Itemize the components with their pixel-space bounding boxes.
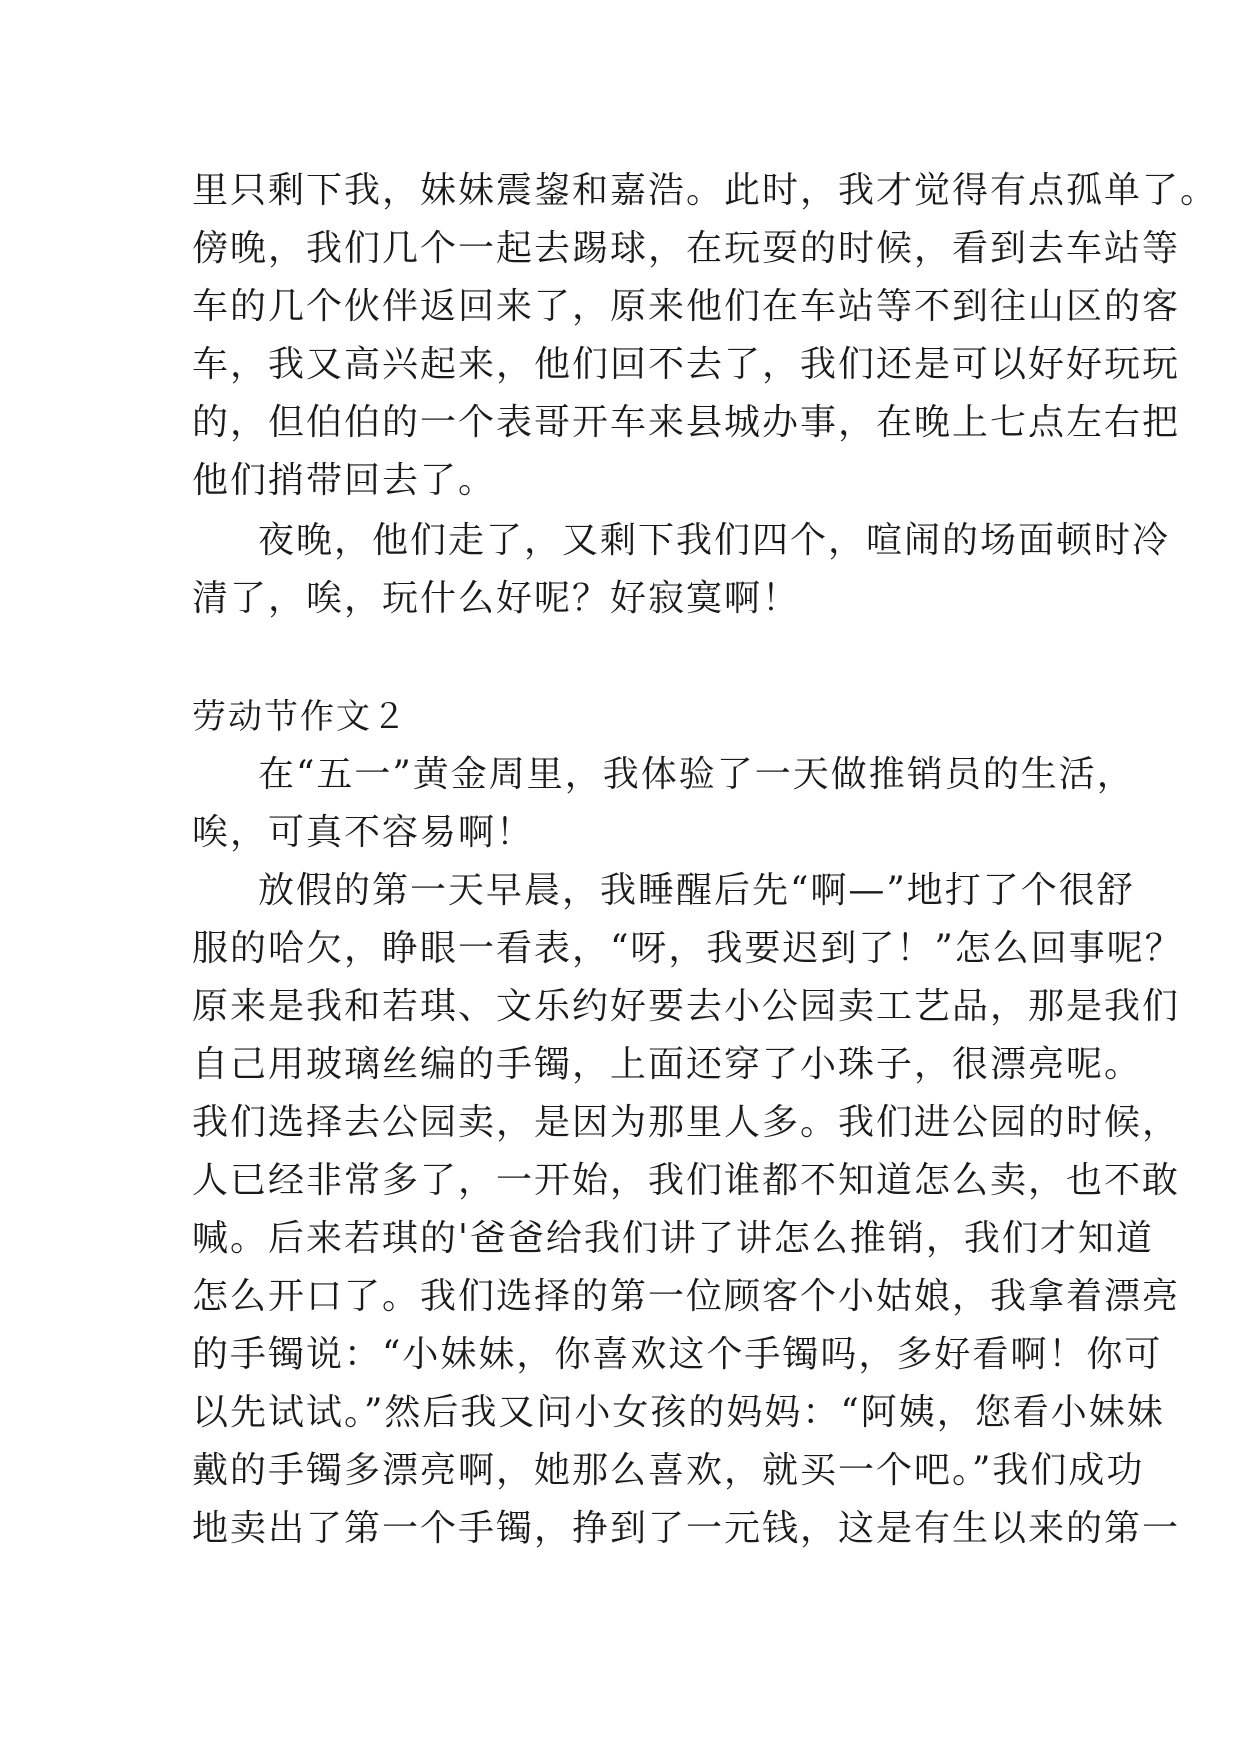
text-line: 在“五一”黄金周里，我体验了一天做推销员的生活， [258, 754, 1135, 795]
text-line: 车的几个伙伴返回来了，原来他们在车站等不到往山区的客 [192, 286, 1181, 327]
text-line: 傍晚，我们几个一起去踢球，在玩耍的时候，看到去车站等 [192, 228, 1181, 269]
text-line: 放假的第一天早晨，我睡醒后先“啊—”地打了个很舒 [258, 870, 1135, 911]
paragraph-3 [192, 746, 1135, 862]
text-line: 原来是我和若琪、文乐约好要去小公园卖工艺品，那是我们 [192, 986, 1181, 1027]
text-line: 以先试试。”然后我又问小女孩的妈妈：“阿姨，您看小妹妹 [192, 1392, 1165, 1433]
section-heading: 劳动节作文２ [192, 697, 408, 737]
paragraph-2 [192, 512, 1171, 628]
text-line: 的手镯说：“小妹妹，你喜欢这个手镯吗，多好看啊！你可 [192, 1334, 1163, 1375]
text-line: 人已经非常多了，一开始，我们谁都不知道怎么卖，也不敢 [192, 1160, 1181, 1201]
text-line: 喊。后来若琪的'爸爸给我们讲了讲怎么推销，我们才知道 [192, 1218, 1154, 1259]
text-line: 里只剩下我，妹妹震鋆和嘉浩。此时，我才觉得有点孤单了。 [192, 170, 1219, 211]
text-line: 怎么开口了。我们选择的第一位顾客个小姑娘，我拿着漂亮 [192, 1276, 1181, 1317]
text-line: 我们选择去公园卖，是因为那里人多。我们进公园的时候， [192, 1102, 1181, 1143]
text-line: 清了，唉，玩什么好呢？好寂寞啊！ [192, 578, 801, 619]
text-line: 服的哈欠，睁眼一看表，“呀，我要迟到了！”怎么回事呢？ [192, 928, 1183, 969]
paragraph-1 [192, 162, 1219, 510]
text-line: 唉，可真不容易啊！ [192, 812, 535, 853]
paragraph-4 [192, 862, 1183, 1558]
text-line: 车，我又高兴起来，他们回不去了，我们还是可以好好玩玩 [192, 344, 1181, 385]
text-line: 他们捎带回去了。 [192, 460, 497, 501]
text-line: 夜晚，他们走了，又剩下我们四个，喧闹的场面顿时冷 [258, 520, 1171, 561]
text-line: 自己用玻璃丝编的手镯，上面还穿了小珠子，很漂亮呢。 [192, 1044, 1143, 1085]
text-line: 戴的手镯多漂亮啊，她那么喜欢，就买一个吧。”我们成功 [192, 1450, 1145, 1491]
text-line: 地卖出了第一个手镯，挣到了一元钱，这是有生以来的第一 [192, 1508, 1181, 1549]
text-line: 的，但伯伯的一个表哥开车来县城办事，在晚上七点左右把 [192, 402, 1181, 443]
